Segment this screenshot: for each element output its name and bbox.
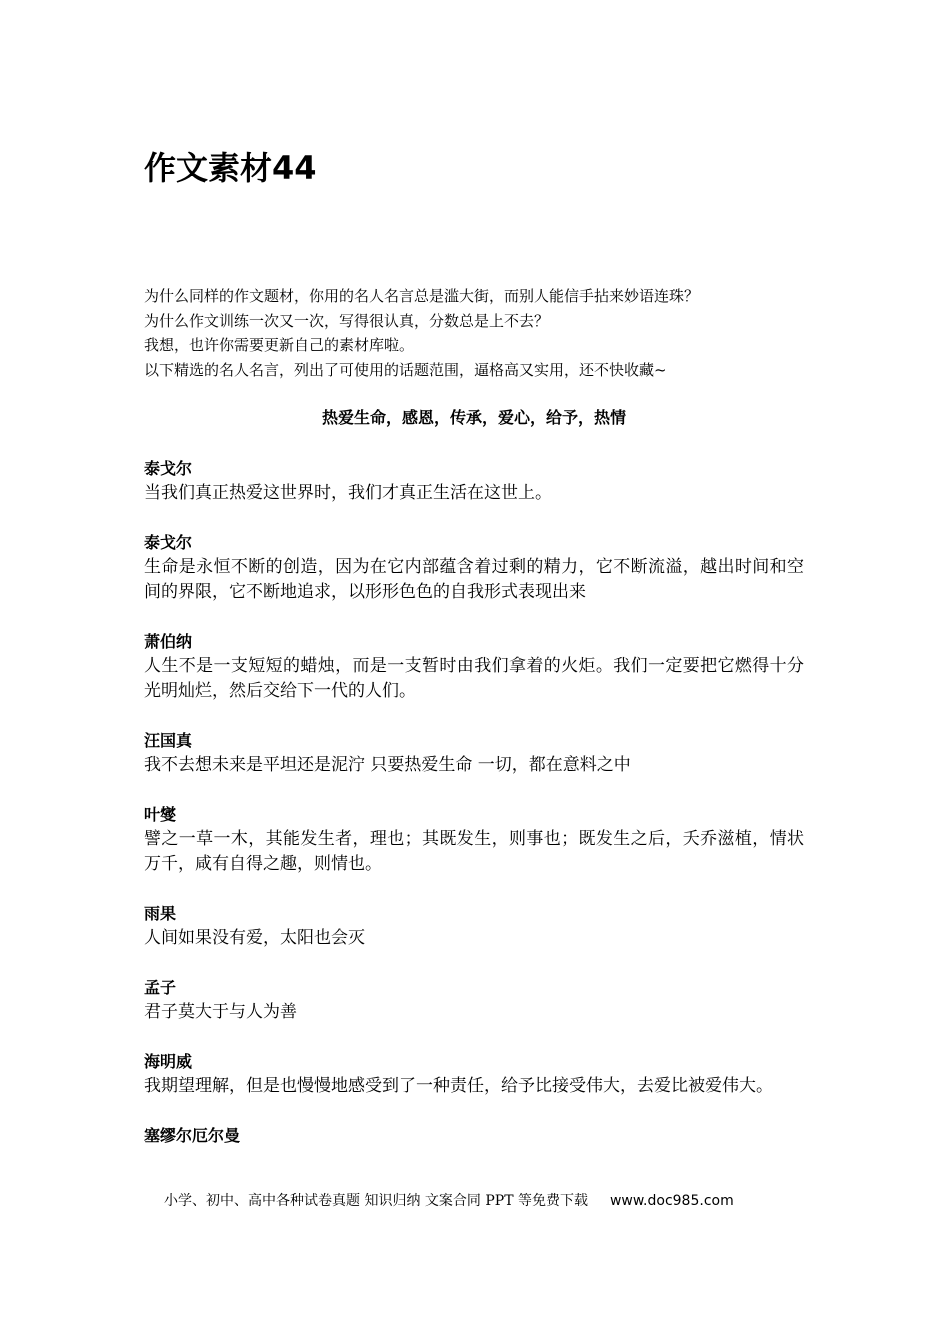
quote-entry — [144, 802, 804, 877]
quote-author: 海明威 — [144, 1052, 193, 1071]
intro-line: 以下精选的名人名言，列出了可使用的话题范围，逼格高又实用，还不快收藏~ — [144, 360, 667, 379]
quote-text: 生命是永恒不断的创造，因为在它内部蕴含着过剩的精力，它不断流溢，越出时间和空间的界限，它不断地追求，以形形色色的自我形式表现出来 — [144, 557, 804, 602]
quote-author: 汪国真 — [144, 731, 193, 750]
quote-author: 萧伯纳 — [144, 632, 193, 651]
quote-entry — [144, 456, 804, 506]
quote-list — [144, 456, 804, 1172]
quote-text: 我期望理解，但是也慢慢地感受到了一种责任，给予比接受伟大，去爱比被爱伟大。 — [144, 1076, 773, 1096]
quote-author: 泰戈尔 — [144, 533, 193, 552]
quote-entry — [144, 530, 804, 605]
document-title: 作文素材44 — [144, 149, 317, 187]
quote-author: 孟子 — [144, 978, 177, 997]
intro-line: 为什么同样的作文题材，你用的名人名言总是滥大街，而别人能信手拈来妙语连珠？ — [144, 287, 700, 305]
quote-entry — [144, 975, 804, 1025]
quote-author: 雨果 — [144, 904, 177, 923]
quote-text: 人生不是一支短短的蜡烛，而是一支暂时由我们拿着的火炬。我们一定要把它燃得十分光明灿烂，然后交给下一代的人们。 — [144, 656, 804, 701]
quote-entry — [144, 629, 804, 704]
footer-text: 小学、初中、高中各种试卷真题 知识归纳 文案合同 PPT 等免费下载 — [164, 1193, 588, 1209]
quote-text: 譬之一草一木，其能发生者，理也；其既发生，则事也；既发生之后，夭乔滋植，情状万千，咸有自得之趣，则情也。 — [144, 829, 804, 874]
page-footer — [164, 1190, 734, 1212]
quote-text: 我不去想未来是平坦还是泥泞 只要热爱生命 一切，都在意料之中 — [144, 755, 631, 775]
quote-text: 人间如果没有爱，太阳也会灭 — [144, 928, 365, 948]
quote-entry — [144, 901, 804, 951]
intro-line: 我想，也许你需要更新自己的素材库啦。 — [144, 336, 415, 354]
intro-line: 为什么作文训练一次又一次，写得很认真，分数总是上不去？ — [144, 311, 550, 330]
quote-entry — [144, 728, 804, 778]
footer-site-link[interactable]: www.doc985.com — [609, 1193, 734, 1209]
quote-text: 君子莫大于与人为善 — [144, 1002, 297, 1022]
quote-author: 叶燮 — [144, 805, 177, 824]
quote-entry — [144, 1123, 804, 1148]
intro-paragraphs — [144, 284, 804, 382]
quote-author: 泰戈尔 — [144, 459, 193, 478]
quote-entry — [144, 1049, 804, 1099]
quote-text: 当我们真正热爱这世界时，我们才真正生活在这世上。 — [144, 483, 552, 503]
section-heading: 热爱生命，感恩，传承，爱心，给予，热情 — [321, 408, 626, 427]
quote-author: 塞缪尔厄尔曼 — [144, 1126, 241, 1145]
